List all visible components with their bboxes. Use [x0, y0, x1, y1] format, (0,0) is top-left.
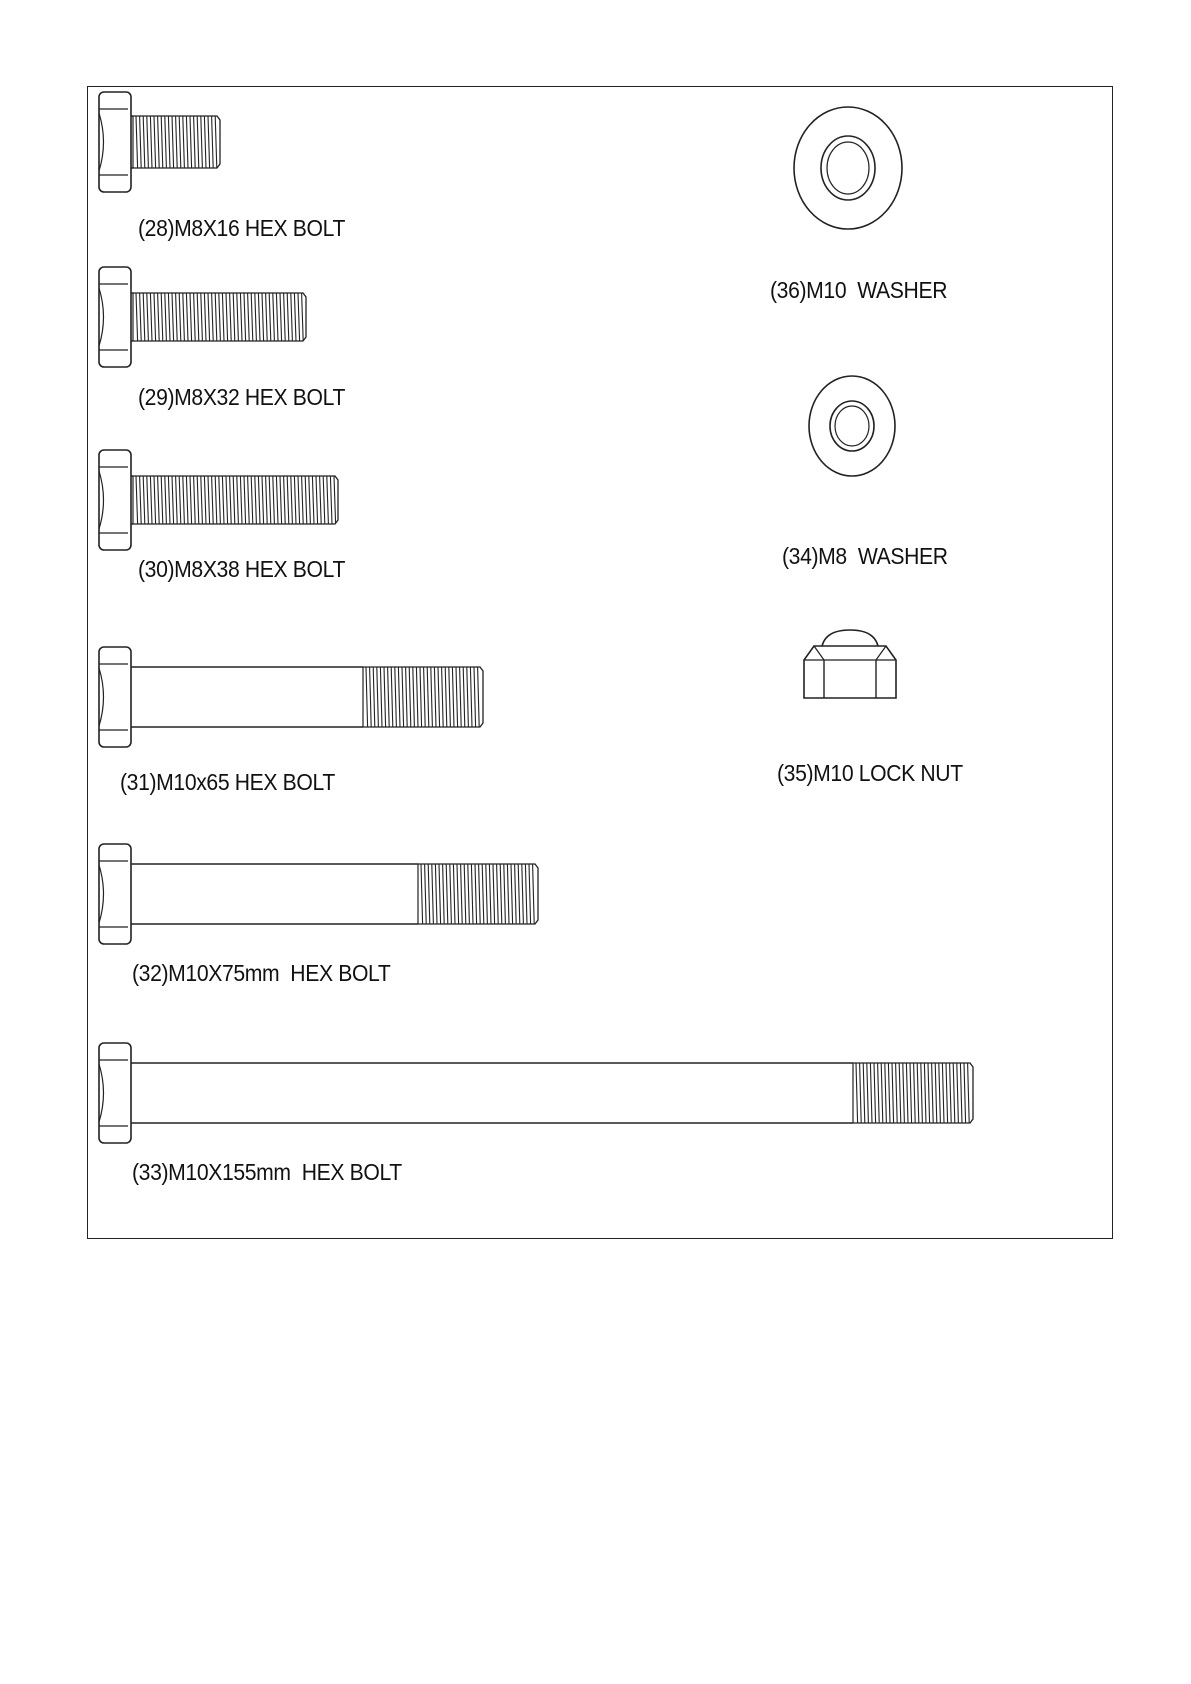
part-31-label: (31)M10x65 HEX BOLT	[120, 769, 335, 795]
part-30-label: (30)M8X38 HEX BOLT	[138, 556, 346, 582]
hex-bolt-30-icon	[98, 448, 348, 558]
part-29-label: (29)M8X32 HEX BOLT	[138, 384, 346, 410]
part-32-label: (32)M10X75mm HEX BOLT	[132, 960, 391, 986]
part-34-label: (34)M8 WASHER	[782, 543, 948, 569]
hex-bolt-33-icon	[98, 1041, 988, 1151]
hex-bolt-31-icon	[98, 645, 498, 755]
hex-bolt-29-icon	[98, 265, 318, 375]
washer-34-icon	[808, 375, 898, 479]
washer-36-icon	[793, 106, 905, 232]
hex-bolt-32-icon	[98, 842, 548, 952]
hex-bolt-28-icon	[98, 90, 228, 200]
part-35-label: (35)M10 LOCK NUT	[777, 760, 963, 786]
lock-nut-35-icon	[800, 628, 900, 702]
part-36-label: (36)M10 WASHER	[770, 277, 948, 303]
part-33-label: (33)M10X155mm HEX BOLT	[132, 1159, 402, 1185]
part-28-label: (28)M8X16 HEX BOLT	[138, 215, 346, 241]
